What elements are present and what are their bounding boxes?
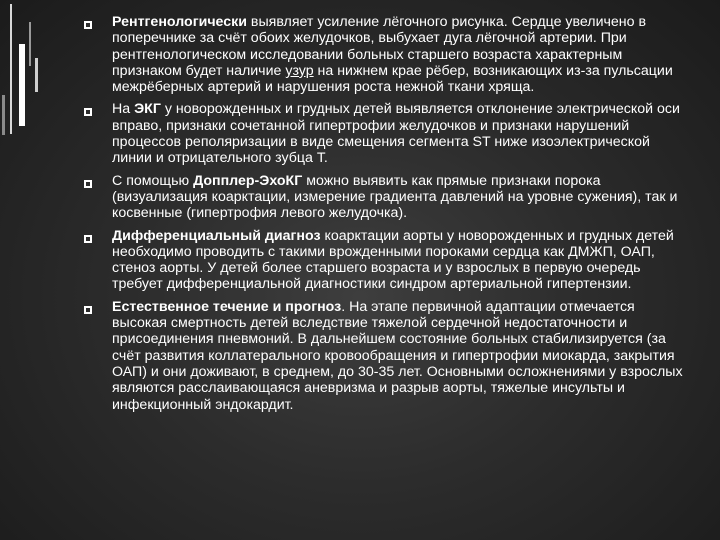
list-item: [84, 14, 684, 95]
item-underlined: узур: [285, 62, 314, 79]
item-pre: С помощью: [112, 172, 194, 189]
item-tail: на нижнем крае рёбер, возникающих из-за пульсации межрёберных артерий и нарушения роста нежной ткани хряща.: [112, 62, 673, 96]
square-bullet-icon: [84, 231, 92, 239]
item-lead: ЭКГ: [134, 101, 161, 118]
item-lead: Рентгенологически: [112, 14, 247, 30]
list-item: [84, 228, 684, 293]
item-text: выявляет усиление лёгочного рисунка. Сердце увеличено в поперечнике за счёт обоих желудочков, выбухает дуга лёгочной артерии. При рентгенологическом исследовании больных старшего возраста характерным признаком будет наличие: [112, 14, 646, 79]
list-item: [84, 101, 684, 166]
list-item: [84, 173, 684, 222]
item-pre: На: [112, 101, 135, 118]
list-item: [84, 299, 684, 413]
slide-content: [84, 14, 684, 419]
square-bullet-icon: [84, 302, 92, 310]
item-lead: Дифференциальный диагноз: [112, 227, 321, 244]
item-lead: Допплер-ЭхоКГ: [193, 172, 303, 189]
item-text: коарктации аорты у новорожденных и грудных детей необходимо проводить с такими врожденными пороками сердца как ДМЖП, ОАП, стеноз аорты. У детей более старшего возраста и у взрослых в первую очередь требует дифференциальной диагностики синдром артериальной гипертензии.: [112, 227, 674, 293]
square-bullet-icon: [84, 176, 92, 184]
item-lead: Естественное течение и прогноз: [112, 298, 342, 315]
bullet-list: [84, 14, 684, 413]
item-text: . На этапе первичной адаптации отмечается высокая смертность детей вследствие тяжелой сердечной недостаточности и присоединения пневмоний. В дальнейшем состояние больных стабилизируется (за счёт развития коллатерального кровообращения и гипертрофии миокарда, закрытия ОАП) и они доживают, в среднем, до 30-35 лет. Основными осложнениями у взрослых являются расслаивающаяся аневризма и разрыв аорты, тяжелые инсульты и инфекционный эндокардит.: [112, 298, 683, 413]
item-text: у новорожденных и грудных детей выявляется отклонение электрической оси вправо, признаки сочетанной гипертрофии желудочков и признаки нарушений процессов реполяризации в виде смещения сегмента ST ниже изоэлектрической линии и отрицательного зубца T.: [112, 101, 680, 167]
item-text: можно выявить как прямые признаки порока (визуализация коарктации, измерение градиента давлений на уровне сужения), так и косвенные (гипертрофия левого желудочка).: [112, 172, 678, 222]
square-bullet-icon: [84, 17, 92, 25]
square-bullet-icon: [84, 104, 92, 112]
corner-decor-lines: [0, 0, 60, 140]
